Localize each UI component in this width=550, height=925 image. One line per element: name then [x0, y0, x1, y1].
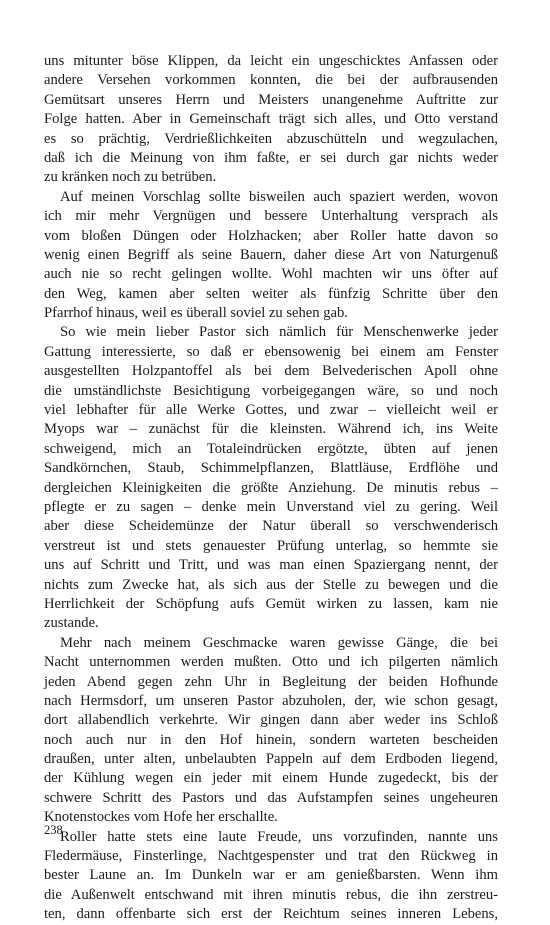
- text-line: vom bloßen Düngen oder Holzhacken; aber Roller hatte davon so: [44, 227, 498, 244]
- text-line: Gemütsart unseres Herrn und Meisters unangenehme Auftritte zur: [44, 91, 498, 108]
- text-line: Myops war – zunächst für die kleinsten. Während ich, ins Weite: [44, 421, 498, 438]
- body-text: [44, 52, 498, 925]
- text-line: die umständlichste Besichtigung vorbeigegangen wäre, so und noch: [44, 382, 498, 399]
- text-line: Pfarrhof hinaus, weil es überall soviel zu sehen gab.: [44, 305, 348, 322]
- page-number: 238: [44, 823, 63, 837]
- text-line: bester Laune an. Im Dunkeln war er am genießbarsten. Wenn ihm: [44, 867, 498, 884]
- text-line: uns mitunter böse Klippen, da leicht ein ungeschicktes Anfassen oder: [44, 53, 498, 69]
- text-line: dergleichen Kleinigkeiten die größte Anziehung. De minutis rebus –: [44, 479, 498, 496]
- paragraph: [44, 634, 498, 828]
- text-line: andere Versehen vorkommen konnten, die bei der aufbrausenden: [44, 72, 498, 89]
- text-line: daß ich die Meinung von ihm faßte, er sei durch gar nichts weder: [44, 149, 498, 166]
- text-line: ausgestellten Holzpantoffel als bei dem Belvederischen Apoll ohne: [44, 363, 498, 380]
- text-line: ten, dann offenbarte sich erst der Reichtum seines inneren Lebens,: [44, 906, 498, 923]
- text-line: So wie mein lieber Pastor sich nämlich für Menschenwerke jeder: [60, 324, 498, 341]
- text-line: wenig einen Begriff als seine Bauern, daher diese Art von Naturgenuß: [44, 246, 498, 263]
- text-line: aber diese Scheidemünze der Natur überall so verschwenderisch: [44, 518, 498, 535]
- text-line: es so prächtig, Verdrießlichkeiten abzuschütteln und wegzulachen,: [44, 130, 498, 147]
- text-line: Auf meinen Vorschlag sollte bisweilen auch spaziert werden, wovon: [60, 188, 498, 205]
- text-line: uns auf Schritt und Tritt, und was man einen Spaziergang nennt, der: [44, 557, 498, 574]
- text-line: den Weg, kamen aber selten weiter als fünfzig Schritte über den: [44, 285, 498, 302]
- text-line: verstreut ist und stets genauester Prüfung unterlag, so hemmte sie: [44, 537, 498, 554]
- text-line: Knotenstockes vom Hofe her erschallte.: [44, 809, 278, 826]
- text-line: ich mir mehr Vergnügen und bessere Unterhaltung versprach als: [44, 208, 498, 225]
- paragraph: [44, 828, 498, 925]
- text-line: Fledermäuse, Finsterlinge, Nachtgespenster und trat den Rückweg in: [44, 848, 498, 865]
- text-line: der Kühlung wegen ein jeder mit einem Hunde zugedeckt, bis der: [44, 770, 498, 787]
- text-line: Herrlichkeit der Schöpfung aufs Gemüt wirken zu lassen, kam nie: [44, 595, 498, 612]
- paragraph: [44, 52, 498, 188]
- text-line: schwere Schritt des Pastors und das Aufstampfen seines ungeheuren: [44, 789, 498, 806]
- paragraph: [44, 323, 498, 633]
- text-line: viel lebhafter für alle Werke Gottes, und zwar – vielleicht weil er: [44, 402, 498, 419]
- text-line: Sandkörnchen, Staub, Schimmelpflanzen, Blattläuse, Erdflöhe und: [44, 460, 498, 477]
- text-line: schweigend, mich an Totaleindrücken ergötzte, übten auf jenen: [44, 440, 498, 457]
- text-line: Roller hatte stets eine laute Freude, uns vorzufinden, nannte uns: [60, 828, 498, 845]
- text-line: zu kränken noch zu betrüben.: [44, 169, 217, 186]
- text-line: dort allabendlich verkehrte. Wir gingen dann aber weder ins Schloß: [44, 712, 498, 729]
- text-line: noch auch nur in den Hof hinein, sondern warteten bescheiden: [44, 731, 498, 748]
- text-line: die Außenwelt entschwand mit ihren minutis rebus, die ihn zerstreu-: [44, 886, 498, 903]
- text-line: jeden Abend gegen zehn Uhr in Begleitung der beiden Hofhunde: [44, 673, 498, 690]
- text-line: Nacht unternommen werden mußten. Otto und ich pilgerten nämlich: [44, 654, 498, 671]
- paragraph: [44, 188, 498, 324]
- text-line: Gattung interessierte, so daß er ebensowenig bei einem am Fenster: [44, 343, 498, 360]
- text-line: zustande.: [44, 615, 99, 632]
- text-line: nichts zum Zwecke hat, als sich aus der Stelle zu bewegen und die: [44, 576, 498, 593]
- text-line: Mehr nach meinem Geschmacke waren gewisse Gänge, die bei: [60, 634, 498, 651]
- text-line: Folge hatten. Aber in Gemeinschaft trägt sich alles, und Otto verstand: [44, 111, 498, 128]
- text-line: auch nie so recht gelingen wollte. Wohl machten wir uns öfter auf: [44, 266, 498, 283]
- text-line: draußen, unter alten, unbelaubten Pappeln auf dem Erdboden liegend,: [44, 751, 498, 768]
- text-line: nach Hermsdorf, um unseren Pastor abzuholen, der, wie schon gesagt,: [44, 692, 498, 709]
- text-line: pflegte er zu sagen – denke mein Unverstand viel zu gering. Weil: [44, 498, 498, 515]
